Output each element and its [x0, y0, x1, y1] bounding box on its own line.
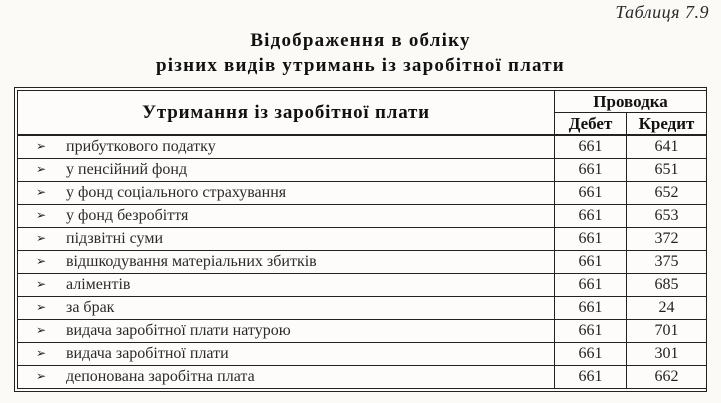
row-label: аліментів — [66, 275, 131, 293]
credit-value: 301 — [627, 342, 707, 365]
debit-value: 661 — [555, 204, 627, 227]
credit-value: 662 — [627, 365, 707, 388]
arrow-bullet-icon: ➢ — [36, 230, 47, 245]
table-row — [18, 227, 707, 250]
column-header-credit: Кредит — [627, 113, 707, 136]
deductions-table — [17, 90, 707, 389]
credit-value: 375 — [627, 250, 707, 273]
row-label: у фонд безробіття — [66, 206, 189, 224]
credit-value: 651 — [627, 158, 707, 181]
table-row — [18, 365, 707, 388]
row-label: прибуткового податку — [66, 137, 216, 155]
debit-value: 661 — [555, 273, 627, 296]
table-row — [18, 135, 707, 158]
arrow-bullet-icon: ➢ — [36, 138, 47, 153]
row-label: депонована заробітна плата — [66, 367, 255, 385]
debit-value: 661 — [555, 365, 627, 388]
debit-value: 661 — [555, 319, 627, 342]
credit-value: 685 — [627, 273, 707, 296]
table-row — [18, 342, 707, 365]
table-caption: Таблиця 7.9 — [615, 2, 709, 22]
debit-value: 661 — [555, 250, 627, 273]
credit-value: 653 — [627, 204, 707, 227]
arrow-bullet-icon: ➢ — [36, 299, 47, 314]
debit-value: 661 — [555, 342, 627, 365]
arrow-bullet-icon: ➢ — [36, 184, 47, 199]
column-header-posting: Проводка — [555, 91, 707, 113]
table-row — [18, 296, 707, 319]
row-label: за брак — [66, 298, 115, 316]
arrow-bullet-icon: ➢ — [36, 207, 47, 222]
table-row — [18, 181, 707, 204]
credit-value: 372 — [627, 227, 707, 250]
arrow-bullet-icon: ➢ — [36, 161, 47, 176]
table-row — [18, 158, 707, 181]
row-label: підзвітні суми — [66, 229, 164, 247]
arrow-bullet-icon: ➢ — [36, 368, 47, 383]
arrow-bullet-icon: ➢ — [36, 322, 47, 337]
table-title — [0, 28, 721, 78]
arrow-bullet-icon: ➢ — [36, 253, 47, 268]
row-label: видача заробітної плати натурою — [66, 321, 291, 339]
debit-value: 661 — [555, 227, 627, 250]
header-row-group — [18, 91, 707, 113]
credit-value: 701 — [627, 319, 707, 342]
row-label: у пенсійний фонд — [66, 160, 188, 178]
debit-value: 661 — [555, 296, 627, 319]
row-label: у фонд соціального страхування — [66, 183, 287, 201]
title-line-1: Відображення в обліку — [250, 30, 471, 51]
credit-value: 652 — [627, 181, 707, 204]
deductions-table-frame — [14, 87, 707, 392]
debit-value: 661 — [555, 135, 627, 158]
column-header-debit: Дебет — [555, 113, 627, 136]
debit-value: 661 — [555, 158, 627, 181]
credit-value: 641 — [627, 135, 707, 158]
credit-value: 24 — [627, 296, 707, 319]
title-line-2: різних видів утримань із заробітної плати — [156, 55, 565, 76]
row-label: видача заробітної плати — [66, 344, 229, 362]
row-label: відшкодування матеріальних збитків — [66, 252, 317, 270]
arrow-bullet-icon: ➢ — [36, 276, 47, 291]
debit-value: 661 — [555, 181, 627, 204]
table-row — [18, 250, 707, 273]
table-row — [18, 204, 707, 227]
table-row — [18, 319, 707, 342]
arrow-bullet-icon: ➢ — [36, 345, 47, 360]
table-row — [18, 273, 707, 296]
column-header-deductions: Утримання із заробітної плати — [18, 91, 555, 136]
